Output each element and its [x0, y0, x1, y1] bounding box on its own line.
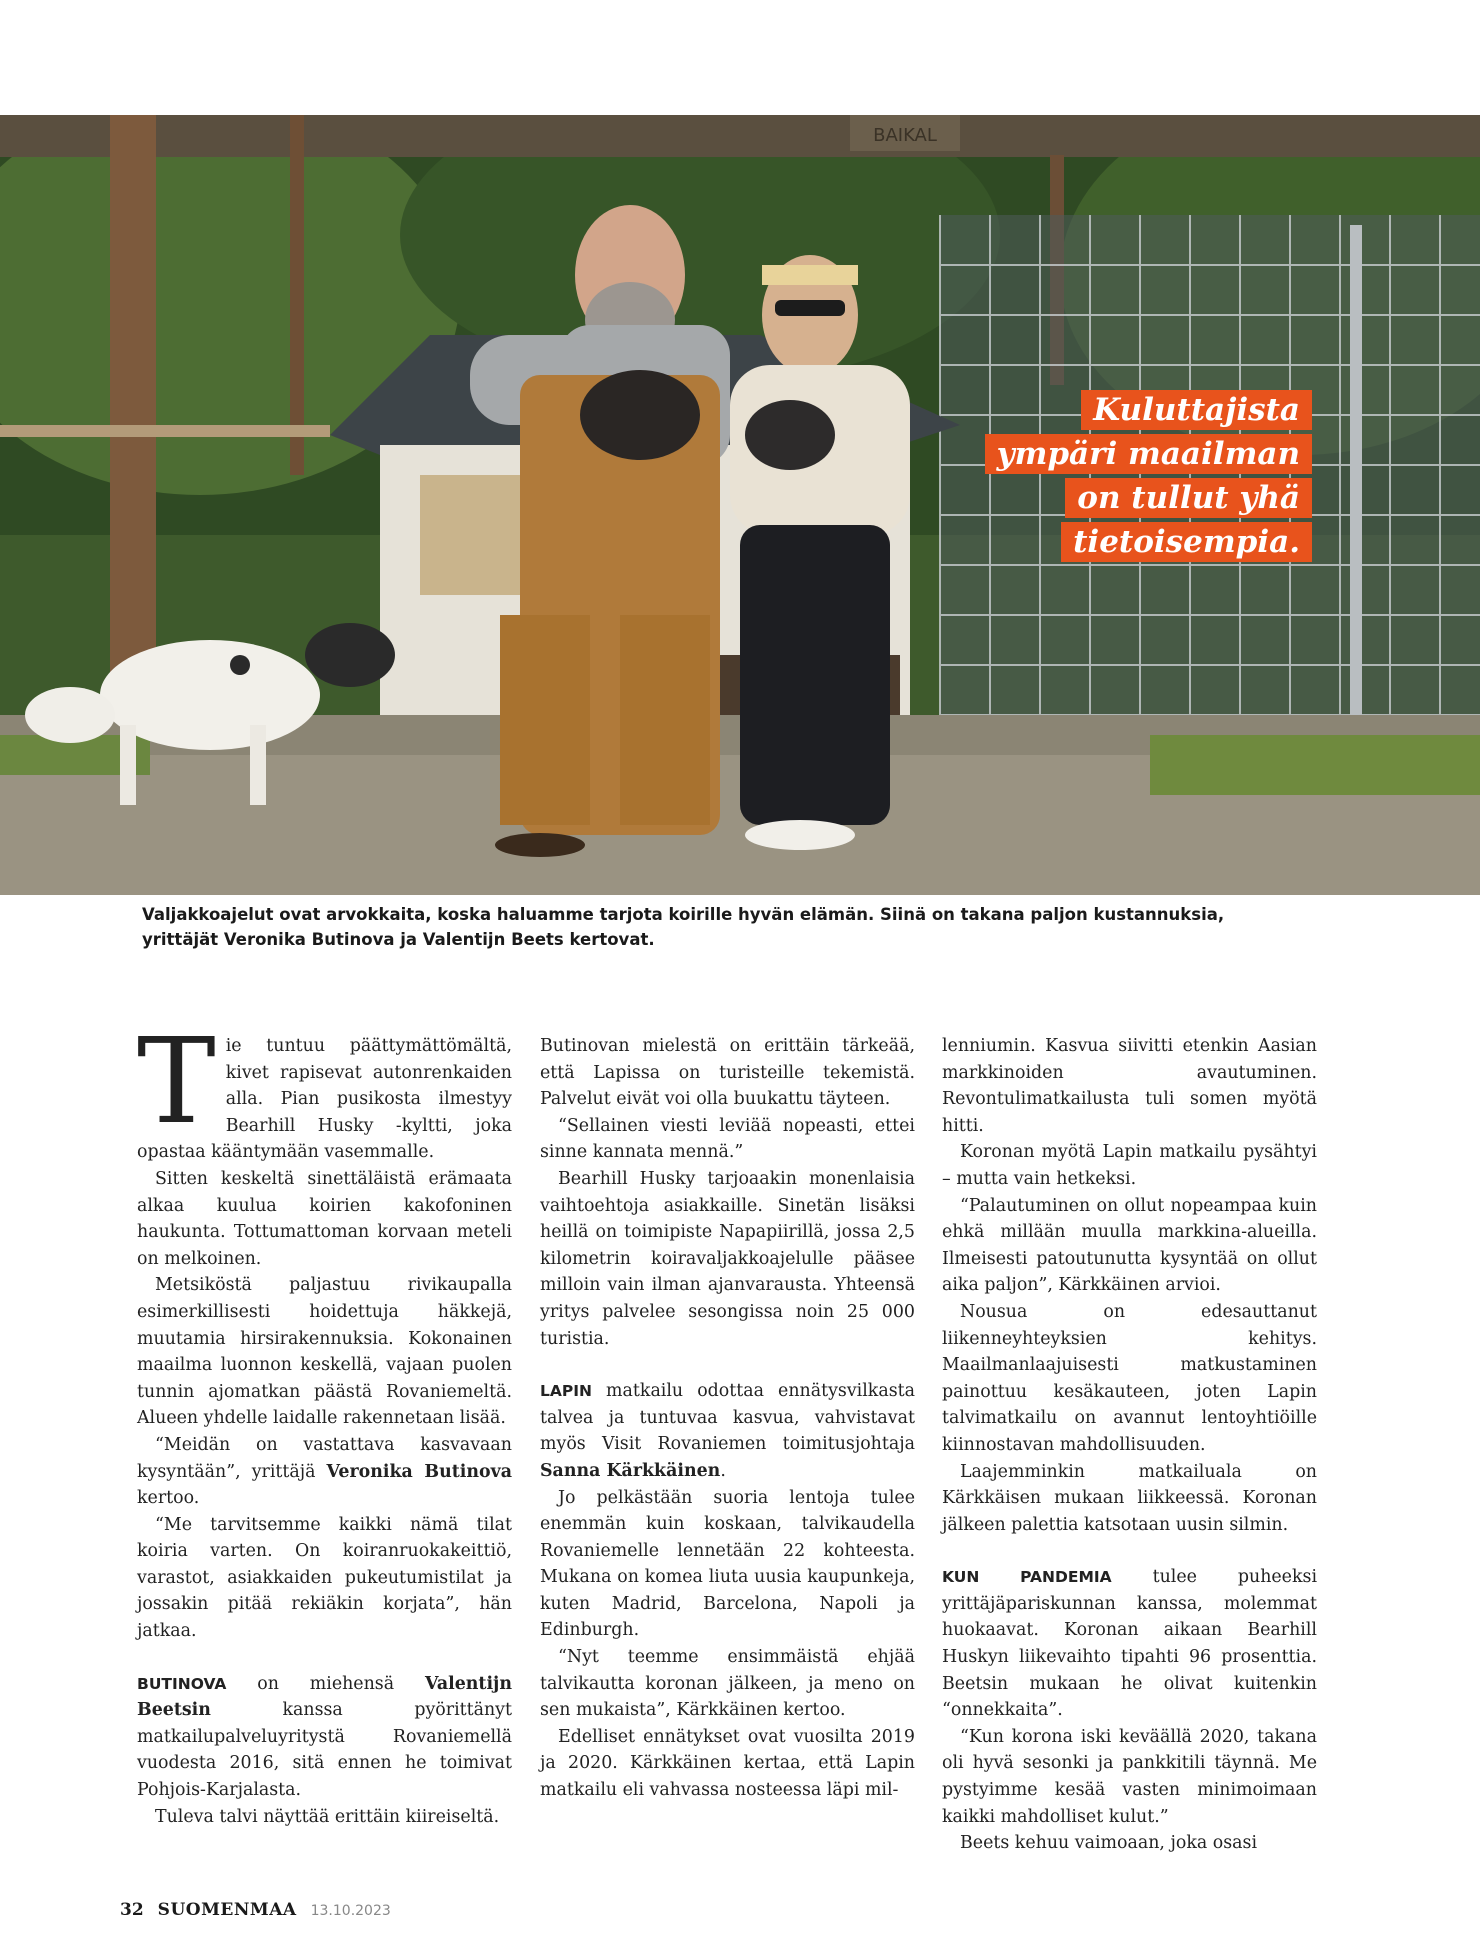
paragraph-text: tulee puheeksi yrittäjäpariskunnan kanssa, molemmat huokaavat. Koronan aikaan Bearhill Huskyn liikevaihto tipahti 96 prosenttia. Beetsin mukaan he olivat kuitenkin “onnekkaita”. — [942, 1567, 1317, 1721]
section-lead: LAPIN — [540, 1382, 592, 1401]
paragraph-text: ie tuntuu päättymättömältä, kivet rapisevat autonrenkaiden alla. Pian pusikosta ilmestyy Bearhill Husky -kyltti, joka opastaa kääntymään vasemmalle. — [137, 1036, 512, 1163]
article-photo — [0, 115, 1480, 895]
paragraph-text: . — [720, 1460, 726, 1481]
paragraph-text: kertoo. — [137, 1488, 200, 1509]
person-name: Sanna Kärkkäinen — [540, 1460, 721, 1481]
paragraph: Sitten keskeltä sinettäläistä erämaata alkaa kuulua koirien kakofoninen haukunta. Tottumattoman korvaan meteli on melkoinen. — [137, 1168, 512, 1269]
paragraph: “Palautuminen on ollut nopeampaa kuin ehkä millään muulla markkina-alueilla. Ilmeisesti patoutunutta kysyntää on ollut aika paljon”, Kärkkäinen arvioi. — [942, 1195, 1317, 1296]
person-name: Valentijn Beetsin — [137, 1673, 512, 1721]
pull-quote — [985, 390, 1312, 566]
page-footer — [120, 1900, 391, 1920]
paragraph: Jo pelkästään suoria lentoja tulee enemmän kuin koskaan, talvikaudella Rovaniemelle lennetään 22 kohteesta. Mukana on komea liuta uusia kaupunkeja, kuten Madrid, Barcelona, Napoli ja Edinburgh. — [540, 1487, 915, 1641]
pull-quote-line: tietoisempia. — [1061, 522, 1312, 562]
paragraph-text: “Meidän on vastattava kasvavaan kysyntään”, yrittäjä — [137, 1434, 512, 1482]
paragraph: lenniumin. Kasvua siivitti etenkin Aasian markkinoiden avautuminen. Revontulimatkailusta tuli somen myötä hitti. — [942, 1036, 1317, 1136]
paragraph-text: on miehensä — [226, 1673, 425, 1694]
drop-cap: T — [137, 1012, 216, 1150]
paragraph-text: kanssa pyörittänyt matkailupalveluyritystä Rovaniemellä vuodesta 2016, sitä ennen he toimivat Pohjois-Karjalasta. — [137, 1700, 512, 1801]
section-paragraph — [137, 1671, 512, 1804]
page-number: 32 — [120, 1900, 144, 1920]
issue-date: 13.10.2023 — [310, 1903, 391, 1919]
pull-quote-line: on tullut yhä — [1065, 478, 1312, 518]
paragraph: Beets kehuu vaimoaan, joka osasi — [960, 1833, 1258, 1854]
article-column-1 — [137, 1012, 512, 1830]
caption-line: yrittäjät Veronika Butinova ja Valentijn Beets kertovat. — [142, 930, 655, 949]
section-paragraph — [942, 1564, 1317, 1724]
paragraph: Butinovan mielestä on erittäin tärkeää, että Lapissa on turisteille tekemistä. Palvelut eivät voi olla buukattu täyteen. — [540, 1036, 915, 1110]
section-paragraph — [540, 1378, 915, 1484]
paragraph: Bearhill Husky tarjoaakin monenlaisia vaihtoehtoja asiakkaille. Sinetän lisäksi heillä on toimipiste Napapiirillä, jossa 2,5 kilometrin koiravaljakkoajelulle pääsee milloin vain ilman ajanvarausta. Yhteensä yritys palvelee sesongissa noin 25 000 turistia. — [540, 1168, 915, 1349]
paragraph — [137, 1012, 512, 1166]
section-lead: BUTINOVA — [137, 1674, 227, 1693]
paragraph: Tuleva talvi näyttää erittäin kiireiseltä. — [155, 1806, 500, 1827]
paragraph: “Me tarvitsemme kaikki nämä tilat koiria varten. On koiranruokakeittiö, varastot, asiakkaiden pukeutumistilat ja jossakin pitää rekiäkin korjata”, hän jatkaa. — [137, 1514, 512, 1642]
paragraph: “Kun korona iski keväällä 2020, takana oli hyvä sesonki ja pankkitili täynnä. Me pystyimme kesää vasten minimoimaan kaikki mahdolliset kulut.” — [942, 1726, 1317, 1827]
caption-line: Valjakkoajelut ovat arvokkaita, koska haluamme tarjota koirille hyvän elämän. Siinä on takana paljon kustannuksia, — [142, 905, 1225, 924]
pull-quote-line: Kuluttajista — [1081, 390, 1312, 430]
paragraph-text: matkailu odottaa ennätysvilkasta talvea ja tuntuvaa kasvua, vahvistavat myös Visit Rovaniemen toimitusjohtaja — [540, 1381, 915, 1455]
article-column-3 — [942, 1033, 1317, 1857]
paragraph: “Sellainen viesti leviää nopeasti, ettei sinne kannata mennä.” — [540, 1115, 915, 1163]
paragraph: Koronan myötä Lapin matkailu pysähtyi – mutta vain hetkeksi. — [942, 1142, 1317, 1189]
paragraph: “Nyt teemme ensimmäistä ehjää talvikautta koronan jälkeen, ja meno on sen mukaista”, Kärkkäinen kertoo. — [540, 1647, 915, 1721]
photo-caption — [142, 902, 1342, 952]
paragraph: Nousua on edesauttanut liikenneyhteyksien kehitys. Maailmanlaajuisesti matkustaminen painottuu kesäkauteen, joten Lapin talvimatkailu on avannut lentoyhtiöille kiinnostavan mahdollisuuden. — [942, 1301, 1317, 1455]
paragraph: Metsiköstä paljastuu rivikaupalla esimerkillisesti hoidettuja häkkejä, muutamia hirsirakennuksia. Kokonainen maailma luonnon keskellä, vajaan puolen tunnin ajomatkan päästä Rovaniemeltä. Alueen yhdelle laidalle rakennetaan lisää. — [137, 1275, 512, 1429]
magazine-name: SUOMENMAA — [157, 1900, 297, 1920]
section-lead: KUN PANDEMIA — [942, 1568, 1112, 1587]
paragraph — [137, 1432, 512, 1512]
baikal-sign: BAIKAL — [873, 125, 937, 146]
article-column-2 — [540, 1033, 915, 1804]
person-name: Veronika Butinova — [326, 1461, 512, 1482]
pull-quote-line: ympäri maailman — [985, 434, 1312, 474]
paragraph: Laajemminkin matkailuala on Kärkkäisen mukaan liikkeessä. Koronan jälkeen palettia katsotaan uusin silmin. — [942, 1461, 1317, 1535]
paragraph: Edelliset ennätykset ovat vuosilta 2019 ja 2020. Kärkkäinen kertaa, että Lapin matkailu eli vahvassa nosteessa läpi mil- — [540, 1726, 915, 1801]
